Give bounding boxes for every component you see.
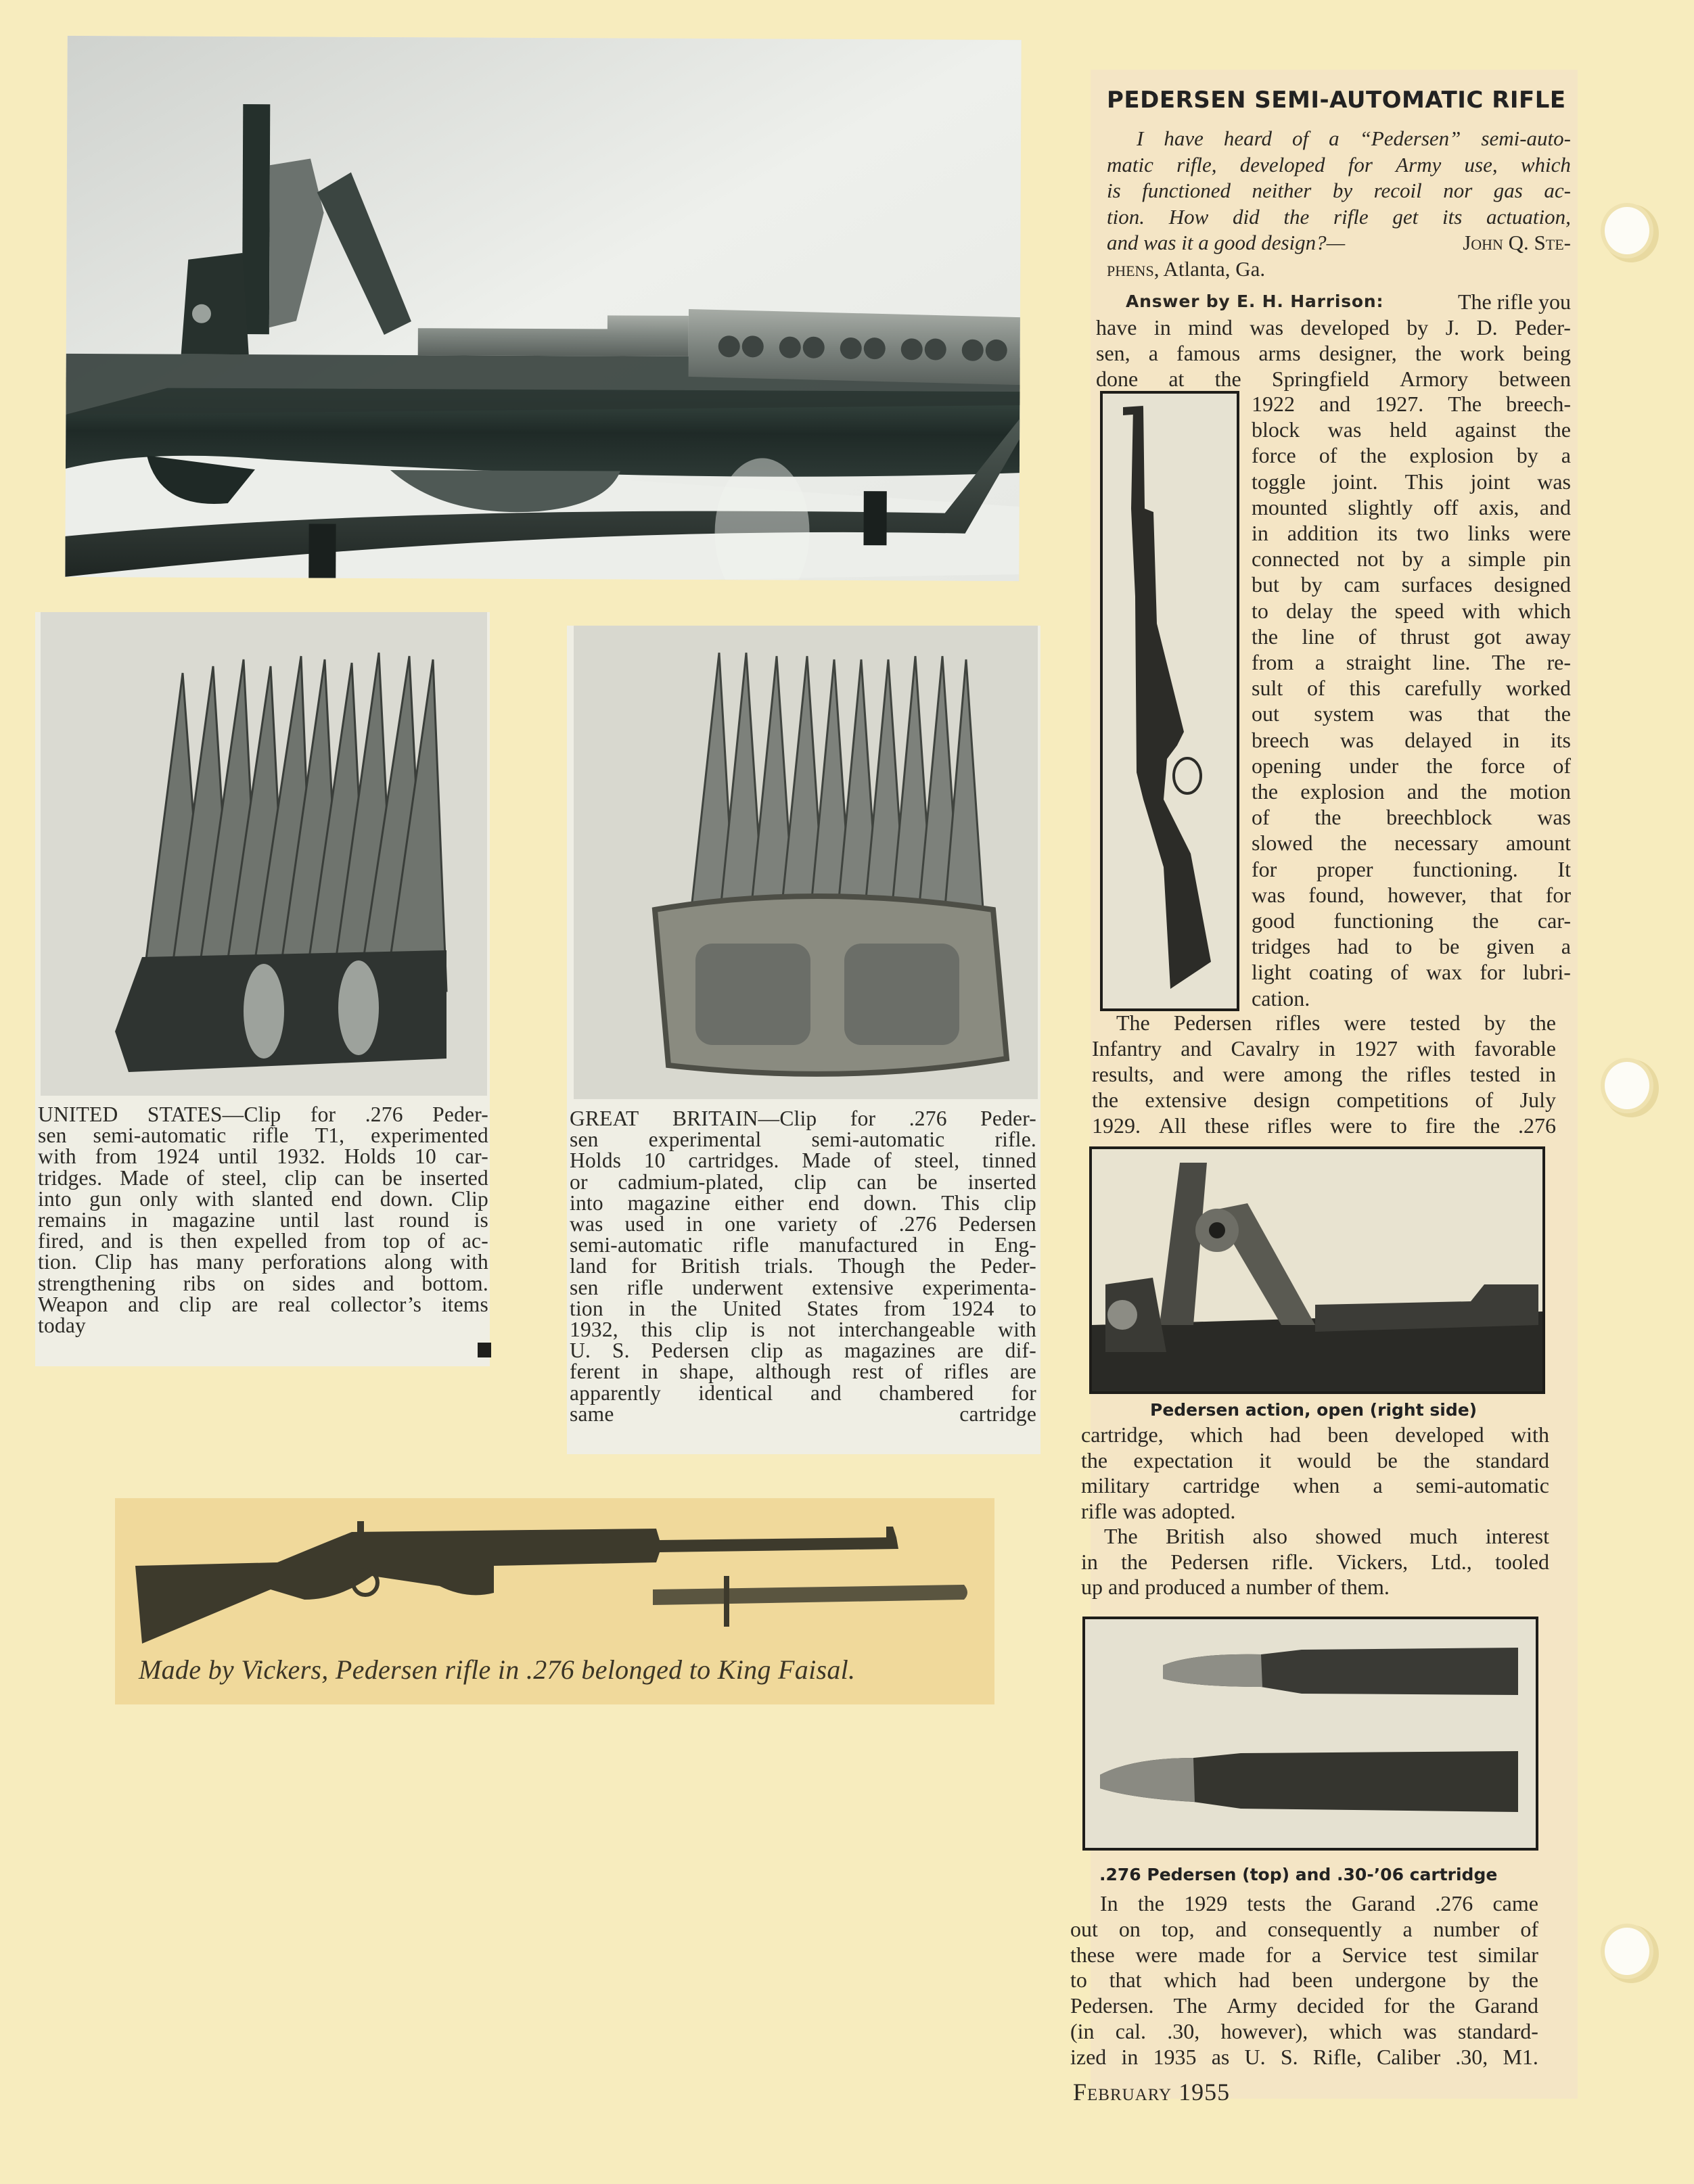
answer-line: out system was that the	[1252, 701, 1571, 726]
para-line: Infantry and Cavalry in 1927 with favorable	[1092, 1036, 1556, 1061]
question-line: matic rifle, developed for Army use, which	[1107, 152, 1571, 177]
pedersen-action-photo	[1089, 1146, 1545, 1394]
answer-line: cation.	[1252, 985, 1310, 1010]
answer-line: to delay the speed with which	[1252, 598, 1571, 623]
answer-line: toggle joint. This joint was	[1252, 469, 1571, 494]
us-clip-cartridges-illustration	[41, 612, 487, 1096]
caption-line: 1932, this clip is not interchangeable with	[570, 1318, 1036, 1342]
answer-line: connected not by a simple pin	[1252, 547, 1571, 572]
issue-date	[1073, 2078, 1230, 2106]
caption-line: land for British trials. Though the Peder-	[570, 1254, 1036, 1278]
answer-line: mounted slightly off axis, and	[1252, 494, 1571, 519]
question-line: is functioned neither by recoil nor gas ac-	[1107, 179, 1571, 202]
answer-line: force of the explosion by a	[1252, 443, 1571, 468]
question-line: tion. How did the rifle get its actuation,	[1107, 204, 1571, 229]
para-line: results, and were among the rifles tested in	[1092, 1062, 1556, 1086]
caption-line: same cartridge	[570, 1401, 1036, 1426]
para-line: The British also showed much interest	[1104, 1524, 1549, 1548]
answer-line: was found, however, that for	[1252, 882, 1571, 907]
para-line: out on top, and consequently a number of	[1070, 1916, 1538, 1941]
question-author-cont: phens	[1107, 256, 1154, 281]
caption-line: sen semi-automatic rifle T1, experimented	[38, 1123, 488, 1148]
caption-line: sen experimental semi-automatic rifle.	[570, 1128, 1036, 1152]
caption-line: Holds 10 cartridges. Made of steel, tinned	[570, 1148, 1036, 1173]
caption-line: sen rifle underwent extensive experimenta-	[570, 1275, 1036, 1299]
caption-line: was used in one variety of .276 Pedersen	[570, 1212, 1036, 1236]
answer-line: but by cam surfaces designed	[1252, 572, 1571, 597]
pedersen-action-illustration	[1092, 1149, 1542, 1391]
caption-line: or cadmium-plated, clip can be inserted	[570, 1169, 1036, 1194]
answer-line: good functioning the car-	[1252, 908, 1571, 933]
us-clip-caption	[38, 1104, 488, 1336]
gb-clip-photo	[574, 626, 1038, 1099]
para-line: The Pedersen rifles were tested by the	[1116, 1010, 1556, 1035]
caption-line: ferent in shape, although rest of rifles are	[570, 1360, 1036, 1384]
issue-month: February	[1073, 2078, 1172, 2106]
cartridge-photo-caption: .276 Pedersen (top) and .30-’06 cartridge	[1099, 1865, 1498, 1884]
answer-line: done at the Springfield Armory between	[1096, 367, 1571, 391]
caption-line: tion. Clip has many perforations along with	[38, 1250, 488, 1274]
answer-line	[1096, 289, 1571, 315]
caption-line: U. S. Pedersen clip as magazines are dif-	[570, 1339, 1036, 1363]
para-line: cartridge, which had been developed with	[1081, 1422, 1549, 1447]
rifle-action-illustration	[65, 36, 1021, 581]
para-line: Pedersen. The Army decided for the Garand	[1070, 1993, 1538, 2018]
caption-line: into magazine either end down. This clip	[570, 1190, 1036, 1215]
answer-line: have in mind was developed by J. D. Peder-	[1096, 315, 1571, 340]
pedersen-rifle-photo	[1100, 391, 1239, 1011]
para-line: in the Pedersen rifle. Vickers, Ltd., tooled	[1081, 1549, 1549, 1574]
para-line: up and produced a number of them.	[1081, 1575, 1390, 1599]
vickers-rifle-clipping	[115, 1498, 994, 1704]
article-paragraph-2	[1092, 1010, 1556, 1138]
para-line: 1929. All these rifles were to fire the .276	[1092, 1113, 1556, 1138]
para-line: the expectation it would be the standard	[1081, 1447, 1549, 1472]
action-photo-caption: Pedersen action, open (right side)	[1150, 1400, 1478, 1420]
para-line: these were made for a Service test similar	[1070, 1942, 1538, 1967]
caption-line: UNITED STATES—Clip for .276 Peder-	[38, 1102, 488, 1126]
caption-line: into gun only with slanted end down. Clip	[38, 1186, 488, 1211]
answer-line: for proper functioning. It	[1252, 856, 1571, 881]
reader-question	[1107, 126, 1571, 282]
answer-line: opening under the force of	[1252, 753, 1571, 778]
caption-line: Weapon and clip are real collector’s items	[38, 1292, 488, 1316]
answer-line: sult of this carefully worked	[1252, 676, 1571, 701]
question-line-text: and was it a good design?—	[1107, 231, 1346, 254]
answer-line: of the breechblock was	[1252, 805, 1571, 830]
answer-line: the explosion and the motion	[1252, 779, 1571, 804]
binder-hole-bottom	[1605, 1928, 1649, 1975]
caption-line: today	[38, 1314, 86, 1338]
answer-line: 1922 and 1927. The breech-	[1252, 392, 1571, 416]
binder-hole-middle	[1605, 1062, 1649, 1109]
answer-intro	[1096, 289, 1571, 392]
answer-line: light coating of wax for lubri-	[1252, 960, 1571, 985]
para-line: military cartridge when a semi-automatic	[1081, 1473, 1549, 1497]
article-paragraph-5	[1070, 1891, 1538, 2070]
answer-line: block was held against the	[1252, 417, 1571, 442]
rifle-action-photo	[65, 36, 1021, 581]
pedersen-rifle-illustration	[1103, 394, 1237, 1008]
para-line: rifle was adopted.	[1081, 1498, 1236, 1523]
caption-line: tridges. Made of steel, clip can be inserted	[38, 1165, 488, 1190]
question-location: , Atlanta, Ga.	[1153, 256, 1266, 281]
binder-hole-top	[1605, 207, 1649, 254]
caption-line: with from 1924 until 1932. Holds 10 car-	[38, 1144, 488, 1169]
question-author: John Q. Ste-	[1463, 231, 1571, 254]
caption-line: fired, and is then expelled from top of ac-	[38, 1229, 488, 1253]
para-line: to that which had been undergone by the	[1070, 1968, 1538, 1993]
para-line: In the 1929 tests the Garand .276 came	[1100, 1891, 1538, 1915]
answer-line: tridges had to be given a	[1252, 934, 1571, 959]
gb-clip-caption	[570, 1108, 1036, 1424]
question-line: I have heard of a “Pedersen” semi-auto-	[1137, 126, 1571, 150]
caption-line: tion in the United States from 1924 to	[570, 1296, 1036, 1320]
answer-line: the line of thrust got away	[1252, 624, 1571, 649]
vickers-caption: Made by Vickers, Pedersen rifle in .276 belonged to King Faisal.	[139, 1654, 856, 1685]
cartridge-comparison-photo	[1082, 1617, 1538, 1851]
article-paragraph-3	[1081, 1422, 1549, 1600]
end-mark-icon	[478, 1343, 491, 1357]
question-line	[1107, 230, 1571, 256]
para-line: the extensive design competitions of July	[1092, 1088, 1556, 1112]
caption-line: semi-automatic rifle manufactured in Eng-	[570, 1233, 1036, 1257]
answer-line: from a straight line. The re-	[1252, 650, 1571, 675]
issue-year: 1955	[1178, 2078, 1231, 2106]
caption-line: apparently identical and chambered for	[570, 1380, 1036, 1405]
answer-line: breech was delayed in its	[1252, 727, 1571, 752]
question-line	[1107, 256, 1571, 283]
article-headline: PEDERSEN SEMI-AUTOMATIC RIFLE	[1107, 87, 1566, 114]
answer-byline: Answer by E. H. Harrison:	[1126, 292, 1384, 311]
us-clip-photo	[41, 612, 487, 1096]
caption-line: remains in magazine until last round is	[38, 1208, 488, 1232]
answer-line: sen, a famous arms designer, the work being	[1096, 341, 1571, 365]
answer-text: The rifle you	[1457, 289, 1571, 314]
para-line: ized in 1935 as U. S. Rifle, Caliber .30, M1.	[1070, 2044, 1538, 2069]
answer-wrap-text	[1252, 391, 1571, 1011]
answer-line: slowed the necessary amount	[1252, 831, 1571, 856]
para-line: (in cal. .30, however), which was standard-	[1070, 2018, 1538, 2043]
cartridge-comparison-illustration	[1085, 1619, 1536, 1848]
caption-line: strengthening ribs on sides and bottom.	[38, 1271, 488, 1295]
gb-clip-cartridges-illustration	[574, 626, 1038, 1099]
answer-line: in addition its two links were	[1252, 521, 1571, 546]
caption-line: GREAT BRITAIN—Clip for .276 Peder-	[570, 1107, 1036, 1130]
